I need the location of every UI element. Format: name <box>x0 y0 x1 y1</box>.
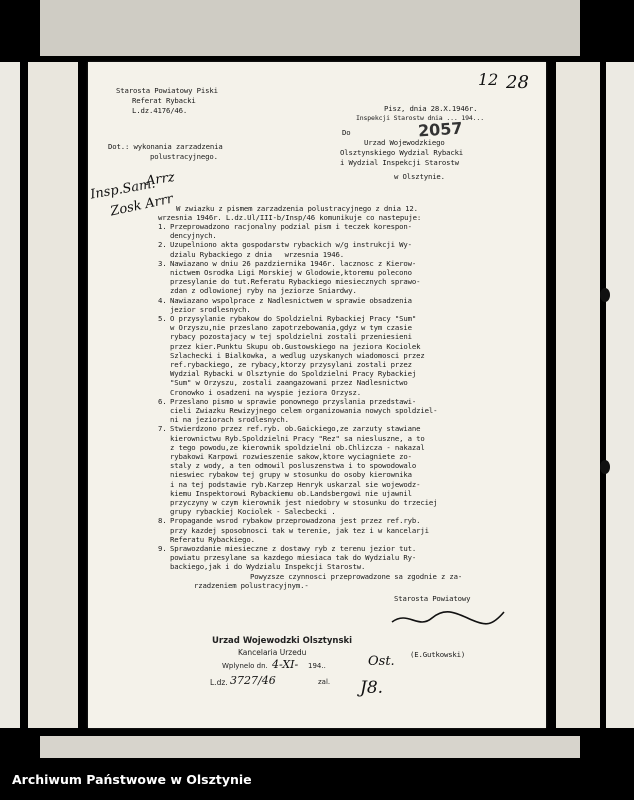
receipt-stamp-line: Kancelaria Urzedu <box>238 648 307 657</box>
item-line: nieswiec rybakow tej grupy w stosunku do osoby kierownika <box>170 470 412 480</box>
item-line: Stwierdzono przez ref.ryb. ob.Gaickiego,ze zarzuty stawiane <box>170 424 421 434</box>
document-sheet <box>88 62 546 728</box>
item-line: staly z wody, a ten odmowil posluszenstwa i to spowodowalo <box>170 461 417 471</box>
handwritten-note: Insp.Sam. <box>89 176 157 203</box>
item-line: Referatu Rybackiego. <box>170 534 255 544</box>
bottom-adjacent-frame <box>40 736 580 758</box>
item-line: Przeprowadzono racjonalny podzial pism i teczek korespon- <box>170 222 412 231</box>
closing-line: Powyzsze czynnosci przeprowadzone sa zgodnie z za- <box>250 572 463 581</box>
handwritten-note: 12 <box>478 70 499 89</box>
item-line: i na tej podstawie ryb.Karzep Henryk uskarzal sie wojewodz- <box>170 479 421 489</box>
item-line: ni na jeziorach srodlesnych. <box>170 415 289 425</box>
item-number: 6. <box>158 396 167 406</box>
receipt-stamp <box>208 636 353 700</box>
receipt-stamp-line: zal. <box>318 678 331 686</box>
right-adjacent-frame <box>606 62 634 728</box>
item-number: 7. <box>158 424 167 434</box>
item-line: dencyjnych. <box>170 231 217 241</box>
receipt-stamp-date: 4-XI- <box>272 658 299 671</box>
addressee-line: w Olsztynie. <box>394 172 445 181</box>
intro-line: W zwiazku z pismem zarzadzenia polustracyjnego z dnia 12. <box>176 204 418 213</box>
receipt-stamp-line: 194.. <box>308 662 326 670</box>
addressee-line: i Wydzial Inspekcji Starostw <box>340 158 459 167</box>
item-line: O przysylanie rybakow do Spoldzielni Rybackiej Pracy "Sum" <box>170 314 417 323</box>
item-line: kierownictwu Ryb.Spoldzielni Pracy "Rez" sa niesluszne, a to <box>170 433 425 443</box>
item-line: Przeslano pismo w sprawie ponownego przyslania przedstawi- <box>170 396 417 406</box>
receipt-stamp-line: Urzad Wojewodzki Olsztynski <box>212 636 353 646</box>
item-line: jezior srodlesnych. <box>170 304 251 314</box>
header-left-line: Starosta Powiatowy Piski <box>116 86 218 95</box>
item-line: dzialu Rybackiego z dnia wrzesnia 1946. <box>170 249 344 259</box>
punch-hole <box>600 288 610 302</box>
left-adjacent-frame <box>0 62 20 728</box>
subject-line: Dot.: wykonania zarzadzenia <box>108 142 223 151</box>
item-line: Uzupelniono akta gospodarstw rybackich w/g instrukcji Wy- <box>170 240 412 250</box>
item-line: Nawiazano wspolprace z Nadlesnictwem w sprawie obsadzenia <box>170 295 412 305</box>
handwritten-note: J8. <box>360 678 384 698</box>
stamp-number: 2057 <box>417 118 464 141</box>
signature-scribble <box>388 606 508 634</box>
signature-name: (E.Gutkowski) <box>410 650 466 659</box>
item-number: 8. <box>158 516 167 526</box>
header-right-line: Inspekcji Starostw dnia ... 194... <box>356 114 484 122</box>
side-strip-left <box>28 62 78 728</box>
subject-line: polustracyjnego. <box>150 152 218 161</box>
addressee-line: Olsztynskiego Wydzial Rybacki <box>340 148 464 157</box>
receipt-stamp-number: 3727/46 <box>230 674 276 687</box>
punch-hole <box>600 460 610 474</box>
item-line: Wydzial Rybacki w Olsztynie do Spoldzielni Pracy Rybackiej <box>170 369 417 379</box>
item-line: zdan z odlowionej ryby na jeziorze Sniardwy. <box>170 286 357 296</box>
item-line: powiatu przesylane sa kazdego miesiaca tak do Wydzialu Ry- <box>170 553 417 563</box>
item-line: Nawiazano w dniu 26 pazdziernika 1946r. lacznosc z Kierow- <box>170 258 417 268</box>
item-line: Cronowko i osadzeni na wyspie jeziora Orzysz. <box>170 387 361 397</box>
item-line: Szlachecki i Bialkowka, a wedlug uzyskanych wiadomosci przez <box>170 350 425 360</box>
item-line: backiego,jak i do Wydzialu Inspekcji Starostw. <box>170 562 366 572</box>
side-strip-right <box>556 62 600 728</box>
item-line: w Orzyszu,nie przeslano zapotrzebowania,gdyz w tym czasie <box>170 323 412 333</box>
item-line: nictwem Osrodka Ligi Morskiej w Glodowie,ktoremu polecono <box>170 268 412 277</box>
item-number: 3. <box>158 258 167 268</box>
item-line: przyczyny w czym kierownik jest niedobry w stosunku do trzeciej <box>170 498 438 507</box>
addressee-label: Do <box>342 128 351 137</box>
closing-line: rzadzeniem polustracyjnym.- <box>194 581 309 590</box>
item-line: "Sum" w Orzyszu, zostali zaangazowani przez Nadlesnictwo <box>170 378 408 388</box>
item-line: z tego powodu,ze kierownik spoldzielni ob.Chlizcza - nakazal <box>170 442 425 452</box>
item-line: Sprawozdanie miesieczne z dostawy ryb z terenu jezior tut. <box>170 544 417 553</box>
item-number: 1. <box>158 222 167 231</box>
addressee-line: Urzad Wojewodzkiego <box>364 138 445 147</box>
intro-line: wrzesnia 1946r. L.dz.Ul/III-b/Insp/46 komunikuje co nastepuje: <box>158 213 422 222</box>
item-line: przesylanie do tut.Referatu Rybackiego miesiecznych sprawo- <box>170 277 421 287</box>
handwritten-note: Zosk Arrr <box>109 191 175 220</box>
top-adjacent-frame <box>40 0 580 56</box>
signature-title: Starosta Powiatowy <box>394 594 471 603</box>
archive-caption: Archiwum Państwowe w Olsztynie <box>12 772 252 787</box>
receipt-stamp-line: Wplynelo dn. <box>222 662 268 670</box>
header-left-line: L.dz.4176/46. <box>132 106 188 115</box>
item-line: przez kier.Punktu Skupu ob.Gustowskiego na jeziora Kociolek <box>170 341 421 351</box>
item-line: przy kazdej sposobnosci tak w terenie, jak tez i w kancelarji <box>170 525 429 535</box>
item-line: grupy rybackiej Kociolek - Salecbecki . <box>170 507 336 517</box>
item-line: rybakowi Karpowi rozwieszenie sakow,ktore wyciagniete zo- <box>170 452 412 461</box>
item-number: 9. <box>158 544 167 553</box>
handwritten-note: 28 <box>506 72 529 93</box>
item-number: 4. <box>158 295 167 305</box>
receipt-stamp-line: L.dz. <box>210 678 228 687</box>
header-left-line: Referat Rybacki <box>132 96 196 105</box>
handwritten-note: Ost. <box>368 654 395 669</box>
item-line: ref.rybackiego, ze rybacy,ktorzy przysylani zostali przez <box>170 360 412 369</box>
item-number: 5. <box>158 314 167 323</box>
item-line: kiemu Inspektorowi Rybackiemu ob.Landsbergowi nie ujawnil <box>170 488 412 498</box>
item-number: 2. <box>158 240 167 250</box>
item-line: cieli Zwiazku Rewizyjnego celem organizowania nowych spoldziel- <box>170 406 438 415</box>
item-line: rybacy pozostajacy w tej spoldzielni zostali przeniesieni <box>170 332 412 342</box>
item-line: Propagande wsrod rybakow przeprowadzona jest przez ref.ryb. <box>170 516 421 526</box>
handwritten-note: Arrz <box>145 170 176 189</box>
header-right-line: Pisz, dnia 28.X.1946r. <box>384 104 478 113</box>
